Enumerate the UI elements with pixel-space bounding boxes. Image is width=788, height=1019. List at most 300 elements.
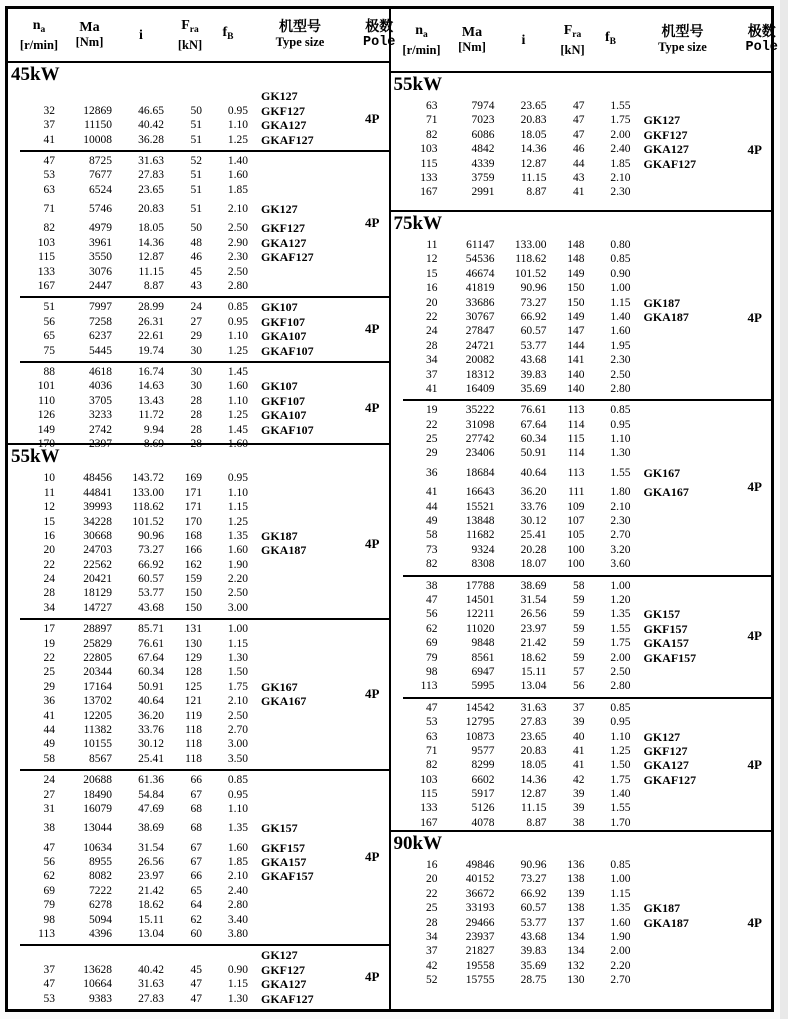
gearmotor-spec-table (5, 6, 778, 1012)
table-row (391, 157, 772, 171)
service-factor-cell: 2.80 (610, 680, 631, 693)
type-size-cell (634, 432, 746, 446)
table-row (391, 872, 772, 886)
ratio-cell: 18.62 (520, 651, 547, 664)
table-row (391, 701, 772, 715)
ratio-cell: 27.83 (138, 169, 164, 182)
table-row (8, 515, 389, 529)
table-row (391, 930, 772, 944)
ratio-cell: 40.42 (138, 119, 164, 132)
torque-cell: 18490 (83, 788, 112, 801)
speed-cell: 22 (426, 418, 438, 431)
pole-label: 4P (747, 141, 762, 157)
speed-cell: 41 (426, 486, 438, 499)
radial-force-cell: 115 (567, 433, 585, 446)
table-row (391, 816, 772, 830)
speed-cell: 51 (43, 301, 55, 314)
ratio-cell: 12.87 (520, 157, 547, 170)
table-row (8, 365, 389, 379)
service-factor-cell: 3.00 (227, 738, 248, 751)
speed-cell: 49 (43, 738, 55, 751)
service-factor-cell (205, 89, 251, 103)
radial-force-cell: 141 (567, 354, 585, 367)
type-size-cell (251, 572, 363, 586)
type-size-cell (251, 802, 363, 816)
radial-force-cell: 59 (573, 593, 585, 606)
table-row (391, 959, 772, 973)
service-factor-cell: 3.80 (227, 928, 248, 941)
table-row (8, 118, 389, 132)
radial-force-cell: 162 (184, 558, 202, 571)
ratio-cell: 33.76 (520, 500, 547, 513)
table-row (8, 694, 389, 708)
table-row (8, 802, 389, 816)
table-row (8, 992, 389, 1006)
table-row (391, 651, 772, 665)
table-row (391, 238, 772, 252)
type-size-cell (251, 265, 363, 279)
radial-force-cell: 131 (184, 623, 202, 636)
table-row (391, 466, 772, 480)
ratio-cell: 38.69 (520, 579, 547, 592)
torque-cell: 5746 (89, 203, 112, 216)
table-row (8, 89, 389, 103)
torque-cell: 49846 (465, 859, 495, 871)
speed-cell: 53 (426, 716, 438, 729)
row-group (8, 944, 389, 1009)
ratio-cell: 8.69 (143, 437, 164, 450)
torque-cell: 4842 (471, 143, 495, 156)
service-factor-cell: 1.25 (610, 744, 631, 757)
type-size-cell (634, 368, 746, 382)
ratio-cell: 11.72 (138, 409, 164, 422)
service-factor-cell: 1.25 (227, 409, 248, 422)
table-row (8, 977, 389, 991)
ratio-cell: 27.83 (138, 992, 164, 1005)
service-factor-cell: 1.25 (227, 515, 248, 528)
ratio-cell: 43.68 (520, 354, 547, 367)
speed-cell: 103 (420, 773, 438, 786)
speed-cell: 11 (426, 239, 438, 251)
service-factor-cell: 0.90 (227, 963, 248, 976)
service-factor-cell: 1.35 (227, 822, 248, 835)
table-row (391, 382, 772, 396)
speed-cell: 52 (426, 974, 438, 987)
ratio-cell: 31.63 (520, 701, 547, 714)
column-header-cell (441, 25, 498, 55)
radial-force-cell: 59 (573, 622, 585, 635)
ratio-cell: 118.62 (132, 501, 164, 514)
torque-cell: 5094 (89, 913, 112, 926)
speed-cell: 63 (426, 730, 438, 743)
table-row (391, 403, 772, 417)
radial-force-cell: 59 (573, 651, 585, 664)
radial-force-cell: 67 (190, 856, 202, 869)
speed-cell: 98 (426, 665, 438, 678)
table-row (8, 913, 389, 927)
ratio-cell: 31.63 (138, 154, 164, 167)
table-row (391, 339, 772, 353)
column-header-cell (634, 25, 746, 55)
radial-force-cell: 60 (190, 928, 202, 941)
torque-cell: 7023 (471, 114, 495, 127)
ratio-cell: 8.87 (143, 280, 164, 293)
type-size-cell (251, 154, 363, 168)
ratio-cell: 35.69 (520, 959, 547, 972)
speed-cell: 11 (43, 486, 55, 499)
speed-cell: 47 (43, 978, 55, 991)
ratio-cell: 53.77 (520, 339, 547, 352)
type-size-cell: GK187 (643, 901, 681, 916)
speed-cell: 20 (43, 544, 55, 557)
radial-force-cell: 132 (567, 959, 585, 972)
ratio-cell: 20.83 (138, 203, 164, 216)
speed-cell: 16 (43, 529, 55, 542)
ratio-cell: 23.97 (138, 870, 164, 883)
ratio-cell: 40.42 (138, 963, 164, 976)
type-size-cell: GKA107 (261, 329, 307, 344)
row-group (8, 618, 389, 769)
type-size-cell: GKA187 (643, 309, 689, 324)
torque-cell: 6237 (89, 330, 112, 343)
radial-force-cell: 46 (190, 251, 202, 264)
type-size-cell: GKF127 (643, 743, 688, 758)
torque-cell: 18684 (465, 466, 495, 479)
torque-cell: 3233 (89, 409, 112, 422)
speed-cell: 34 (43, 601, 55, 614)
section-55kW-left (8, 443, 389, 1009)
service-factor-cell: 1.10 (227, 486, 248, 499)
speed-cell: 101 (37, 380, 55, 393)
torque-cell: 6278 (89, 899, 112, 912)
speed-cell: 22 (426, 887, 438, 900)
column-header-unit: [kN] (560, 42, 585, 57)
table-row (391, 185, 772, 199)
column-header-main-text: 极数 (747, 25, 776, 40)
service-factor-cell: 1.10 (227, 802, 248, 815)
radial-force-cell: 111 (568, 486, 585, 499)
table-row (8, 133, 389, 147)
radial-force-cell: 159 (184, 573, 202, 586)
table-row (8, 329, 389, 343)
ratio-cell: 60.57 (520, 325, 547, 338)
type-size-cell (634, 267, 746, 281)
ratio-cell: 85.71 (138, 623, 164, 636)
type-size-cell: GK167 (261, 679, 298, 694)
torque-cell: 2397 (89, 437, 112, 450)
speed-cell: 115 (420, 788, 438, 801)
torque-cell: 4078 (471, 816, 495, 829)
speed-cell: 126 (37, 409, 55, 422)
ratio-cell: 31.54 (138, 841, 164, 854)
row-group (391, 856, 772, 991)
type-size-cell (634, 973, 746, 987)
speed-cell: 36 (43, 695, 55, 708)
type-size-cell (251, 365, 363, 379)
row-group (8, 296, 389, 361)
pole-label: 4P (365, 848, 380, 864)
table-row (391, 622, 772, 636)
column-header-left (8, 9, 396, 63)
service-factor-cell: 2.20 (610, 959, 631, 972)
type-size-cell (634, 579, 746, 593)
table-row (391, 973, 772, 987)
ratio-cell: 8.87 (526, 186, 547, 199)
speed-cell: 41 (426, 382, 438, 395)
table-row (8, 279, 389, 293)
radial-force-cell: 149 (567, 267, 585, 280)
radial-force-cell: 129 (184, 652, 202, 665)
torque-cell: 8561 (471, 651, 495, 664)
service-factor-cell: 1.15 (227, 637, 248, 650)
radial-force-cell: 47 (190, 992, 202, 1005)
table-row (8, 821, 389, 835)
speed-cell: 25 (426, 902, 438, 915)
type-size-cell: GKA157 (643, 636, 689, 651)
service-factor-cell: 1.15 (610, 887, 631, 900)
table-row (391, 730, 772, 744)
torque-cell: 11020 (466, 622, 495, 635)
type-size-cell: GKA127 (261, 977, 307, 992)
speed-cell: 53 (43, 169, 55, 182)
table-row (391, 636, 772, 650)
radial-force-cell: 138 (567, 873, 585, 886)
ratio-cell: 28.99 (138, 301, 164, 314)
speed-cell: 149 (37, 423, 55, 436)
table-row (8, 622, 389, 636)
radial-force-cell: 27 (190, 315, 202, 328)
type-size-cell: GKA127 (261, 118, 307, 133)
torque-cell: 30668 (83, 529, 112, 542)
speed-cell: 12 (43, 501, 55, 514)
type-size-cell: GKA167 (261, 694, 307, 709)
speed-cell: 15 (426, 267, 438, 280)
ratio-cell: 50.91 (520, 447, 547, 460)
type-size-cell (634, 858, 746, 872)
section-title: 55kW (11, 446, 60, 468)
ratio-cell: 53.77 (520, 916, 547, 929)
row-group (8, 769, 389, 944)
table-row (8, 183, 389, 197)
section-title: 45kW (11, 64, 60, 86)
type-size-cell (251, 723, 363, 737)
table-row (8, 154, 389, 168)
type-size-cell (251, 884, 363, 898)
torque-cell: 4396 (89, 928, 112, 941)
radial-force-cell: 41 (573, 744, 585, 757)
type-size-cell (634, 353, 746, 367)
service-factor-cell: 1.40 (610, 788, 631, 801)
ratio-cell: 13.04 (520, 680, 547, 693)
table-row (391, 758, 772, 772)
table-row (391, 528, 772, 542)
speed-cell: 56 (426, 608, 438, 621)
table-row (8, 394, 389, 408)
table-row (391, 715, 772, 729)
ratio-cell: 23.97 (520, 622, 547, 635)
ratio-cell: 60.57 (138, 573, 164, 586)
pole-label: 4P (747, 756, 762, 772)
ratio-cell: 27.83 (520, 716, 547, 729)
type-size-cell: GKAF107 (261, 422, 314, 437)
column-header-label (139, 28, 143, 43)
pole-label: 4P (365, 399, 380, 415)
torque-cell: 8082 (89, 870, 112, 883)
ratio-cell: 67.64 (520, 418, 547, 431)
table-row (391, 310, 772, 324)
type-size-cell (251, 927, 363, 941)
service-factor-cell: 1.00 (227, 623, 248, 636)
speed-cell: 71 (43, 203, 55, 216)
torque-cell: 16409 (465, 382, 495, 395)
service-factor-cell: 2.50 (227, 265, 248, 278)
radial-force-cell: 150 (184, 601, 202, 614)
type-size-cell: GK127 (261, 202, 298, 217)
table-row (391, 773, 772, 787)
service-factor-cell: 2.50 (227, 709, 248, 722)
ratio-cell: 38.69 (138, 822, 164, 835)
radial-force-cell: 107 (567, 515, 585, 528)
service-factor-cell: 1.80 (610, 486, 631, 499)
table-row (391, 557, 772, 571)
type-size-cell (634, 171, 746, 185)
ratio-cell: 101.52 (132, 515, 164, 528)
radial-force-cell: 39 (573, 788, 585, 801)
radial-force-cell: 47 (573, 128, 585, 141)
torque-cell: 10664 (83, 978, 112, 991)
speed-cell: 34 (426, 354, 438, 367)
type-size-cell (251, 898, 363, 912)
ratio-cell: 31.54 (520, 593, 547, 606)
torque-cell: 16643 (465, 486, 495, 499)
ratio-cell: 133.00 (132, 486, 164, 499)
table-row (391, 368, 772, 382)
type-size-cell: GKF127 (261, 221, 305, 236)
table-row (8, 709, 389, 723)
speed-cell: 17 (43, 623, 55, 636)
table-row (8, 884, 389, 898)
type-size-cell: GKF127 (261, 103, 305, 118)
type-size-cell: GKAF157 (643, 650, 697, 665)
type-size-cell (251, 773, 363, 787)
column-header-label (564, 23, 582, 43)
type-size-cell (251, 665, 363, 679)
radial-force-cell: 39 (573, 716, 585, 729)
radial-force-cell: 62 (190, 913, 202, 926)
table-row (391, 128, 772, 142)
service-factor-cell: 1.90 (227, 558, 248, 571)
torque-cell: 10008 (83, 133, 112, 146)
radial-force-cell: 24 (190, 301, 202, 314)
torque-cell: 15521 (465, 500, 495, 513)
speed-cell: 20 (426, 296, 438, 309)
speed-cell: 53 (43, 992, 55, 1005)
speed-cell: 71 (426, 114, 438, 127)
torque-cell: 14727 (83, 601, 112, 614)
type-size-cell (634, 557, 746, 571)
type-size-cell: GKA167 (643, 485, 689, 500)
row-group (391, 97, 772, 203)
service-factor-cell: 2.50 (610, 368, 631, 381)
type-size-cell (634, 238, 746, 252)
speed-cell: 82 (43, 222, 55, 235)
speed-cell: 47 (43, 154, 55, 167)
radial-force-cell: 114 (567, 447, 585, 460)
service-factor-cell: 3.60 (610, 558, 631, 571)
radial-force-cell: 100 (567, 558, 585, 571)
type-size-cell (634, 403, 746, 417)
speed-cell: 167 (37, 280, 55, 293)
radial-force-cell: 30 (190, 344, 202, 357)
radial-force-cell: 28 (190, 423, 202, 436)
service-factor-cell: 1.85 (610, 157, 631, 170)
speed-cell: 28 (43, 587, 55, 600)
type-size-cell (634, 339, 746, 353)
torque-cell: 12795 (465, 716, 495, 729)
speed-cell: 41 (43, 709, 55, 722)
radial-force-cell: 171 (184, 501, 202, 514)
torque-cell: 22562 (83, 558, 112, 571)
radial-force-cell: 51 (190, 119, 202, 132)
table-row (8, 423, 389, 437)
service-factor-cell: 3.00 (227, 601, 248, 614)
radial-force-cell: 45 (190, 265, 202, 278)
ratio-cell: 14.36 (520, 143, 547, 156)
torque-cell: 5917 (471, 788, 495, 801)
speed-cell: 82 (426, 759, 438, 772)
radial-force-cell: 125 (184, 680, 202, 693)
column-header-cell (251, 20, 363, 50)
table-row (8, 543, 389, 557)
torque-cell: 23937 (465, 930, 495, 943)
torque-cell: 20688 (83, 774, 112, 787)
service-factor-cell: 1.35 (610, 608, 631, 621)
table-row (8, 344, 389, 358)
speed-cell: 38 (426, 579, 438, 592)
service-factor-cell: 1.25 (227, 133, 248, 146)
service-factor-cell: 2.80 (610, 382, 631, 395)
section-90kW-right (391, 830, 772, 1009)
speed-cell: 133 (37, 265, 55, 278)
radial-force-cell: 138 (567, 902, 585, 915)
type-size-cell (634, 930, 746, 944)
column-header-main-text: n (32, 17, 41, 33)
torque-cell: 5445 (89, 344, 112, 357)
speed-cell: 113 (420, 680, 438, 693)
table-row (8, 651, 389, 665)
torque-cell: 7222 (89, 884, 112, 897)
service-factor-cell: 1.10 (227, 330, 248, 343)
ratio-cell: 66.92 (520, 310, 547, 323)
service-factor-cell: 0.90 (610, 267, 631, 280)
ratio-cell: 73.27 (138, 544, 164, 557)
radial-force-cell: 105 (567, 529, 585, 542)
speed-cell: 31 (43, 802, 55, 815)
radial-force-cell: 166 (184, 544, 202, 557)
service-factor-cell: 3.20 (610, 543, 631, 556)
column-header-unit: [Nm] (458, 40, 486, 54)
torque-cell: 9848 (471, 637, 495, 650)
torque-cell: 23406 (465, 447, 495, 460)
ratio-cell: 35.69 (520, 382, 547, 395)
torque-cell: 25829 (83, 637, 112, 650)
service-factor-cell: 2.00 (610, 651, 631, 664)
torque-cell: 4339 (471, 157, 495, 170)
ratio-cell: 73.27 (520, 296, 547, 309)
ratio-cell: 26.56 (138, 856, 164, 869)
torque-cell: 36672 (465, 887, 495, 900)
ratio-cell: 26.56 (520, 608, 547, 621)
